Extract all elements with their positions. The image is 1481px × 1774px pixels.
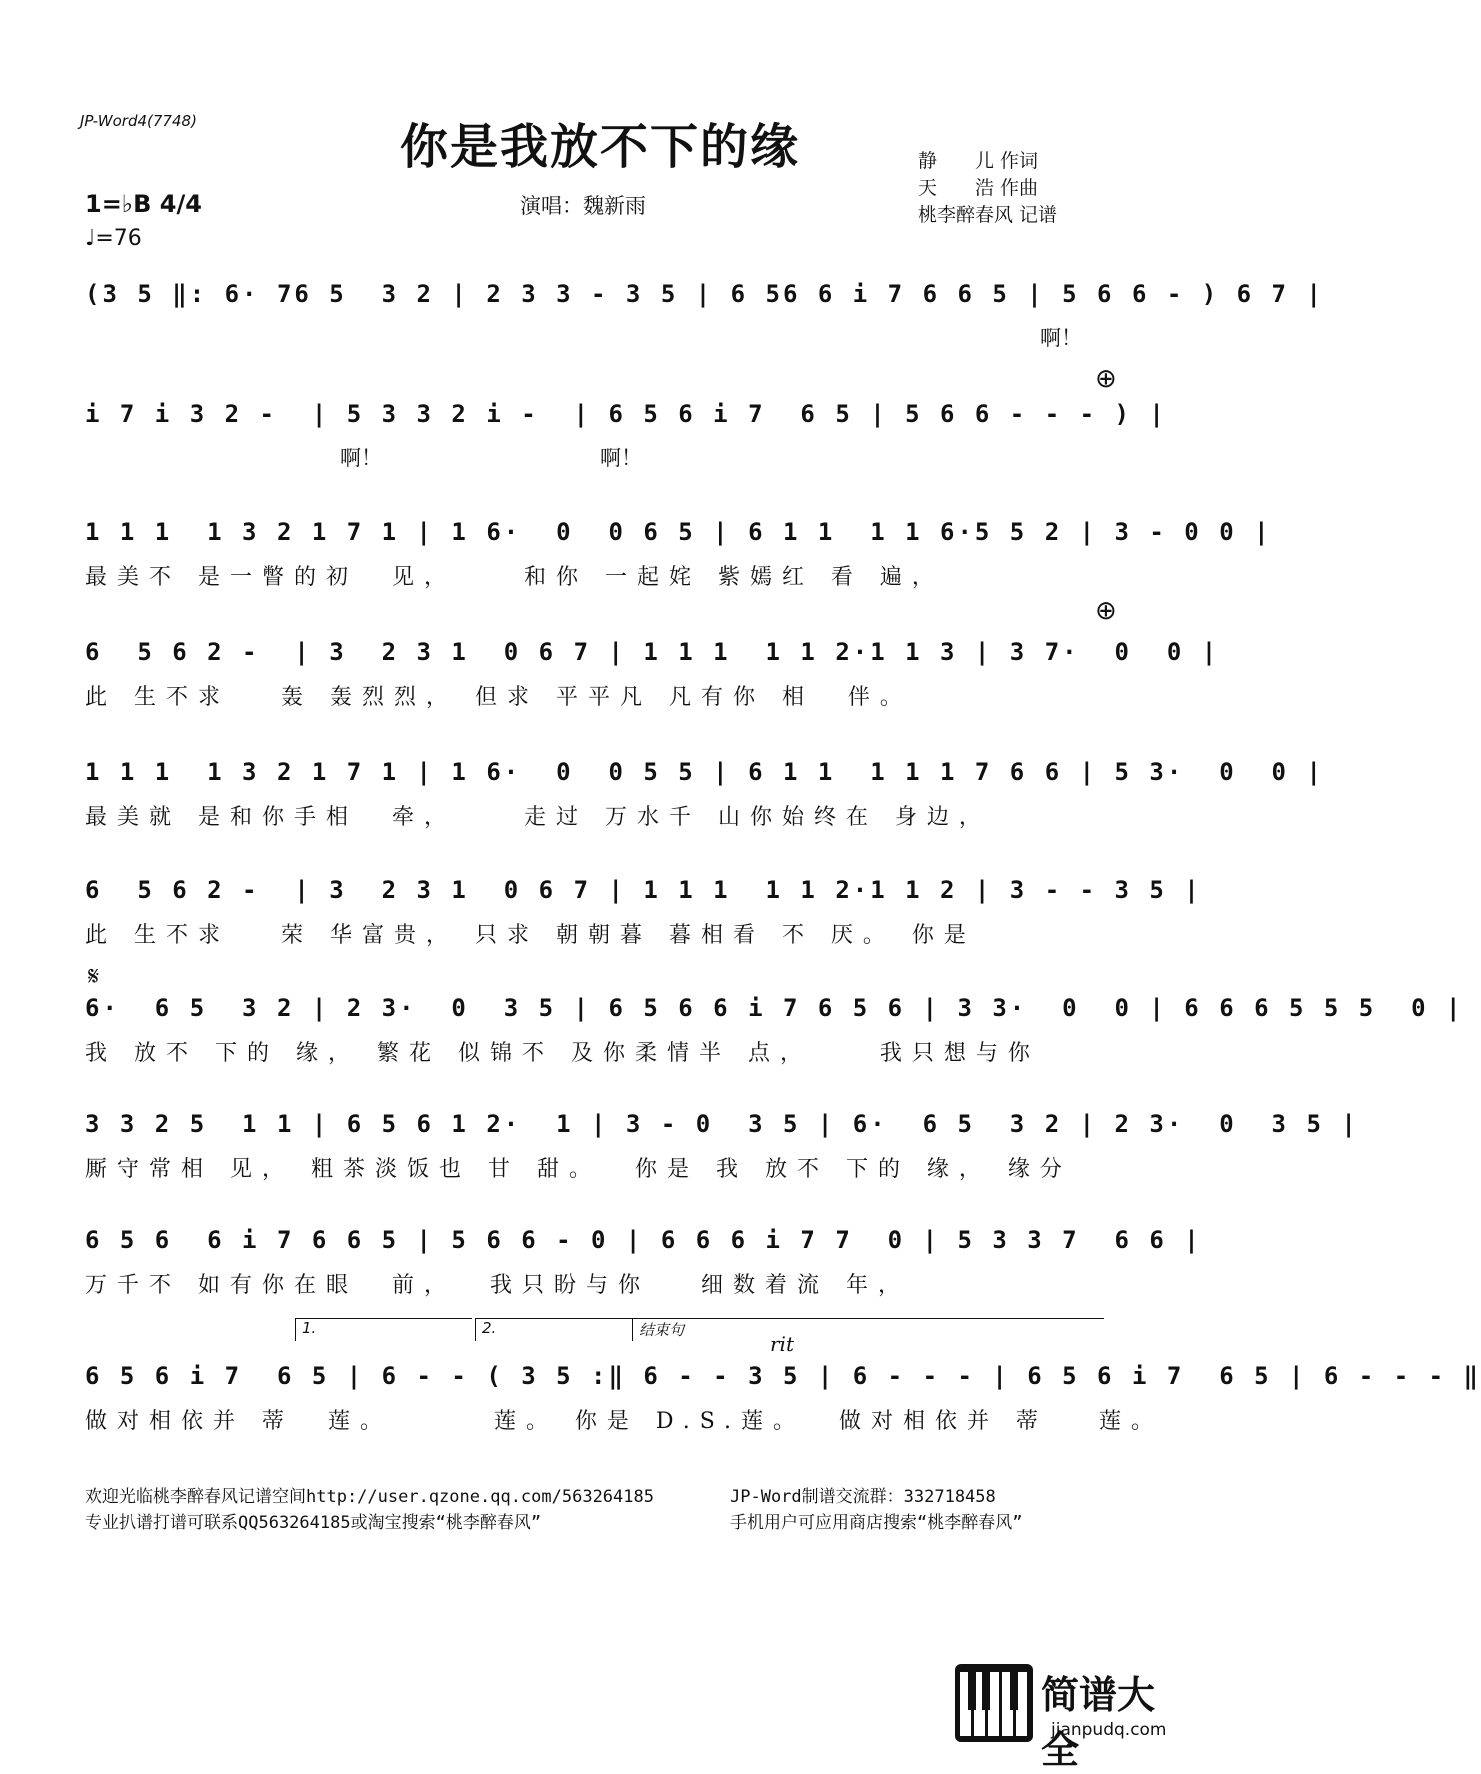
footer-line-1-right: JP-Word制谱交流群：332718458 — [730, 1487, 996, 1507]
software-label: JP-Word4(7748) — [80, 112, 197, 130]
ritardando-mark: rit — [770, 1332, 794, 1356]
score-line-8: 3 3 2 5 1 1 | 6 5 6 1 2· 1 | 3 - 0 3 5 | 6· 6 5 3 2 | 2 3· 0 3 5 | — [85, 1110, 1359, 1138]
lyric-line-6: 此 生不求 荣 华富贵， 只求 朝朝暮 暮相看 不 厌。 你是 — [85, 923, 976, 948]
score-line-6: 6 5 6 2 - | 3 2 3 1 0 6 7 | 1 1 1 1 1 2·1 1 2 | 3 - - 3 5 | — [85, 876, 1202, 904]
transcriber-credit: 桃李醉春风 记谱 — [918, 204, 1058, 226]
lyric-line-3: 最美不 是一瞥的初 见， 和你 一起姹 紫嫣红 看 遍， — [85, 565, 944, 590]
brand-domain: jianpudq.com — [1051, 1720, 1167, 1740]
singer-credit: 演唱：魏新雨 — [520, 194, 646, 218]
segno-sign: 𝄋 — [88, 962, 100, 992]
breath-word: 啊！ — [600, 446, 642, 470]
lyricist-credit: 静 儿 作词 — [918, 150, 1039, 172]
lyric-line-9: 万千不 如有你在眼 前， 我只盼与你 细数着流 年， — [85, 1273, 910, 1298]
lyric-line-5: 最美就 是和你手相 牵， 走过 万水千 山你始终在 身边， — [85, 805, 991, 830]
breath-word: 啊！ — [1040, 326, 1082, 350]
credits — [918, 148, 1057, 229]
score-line-1: (3 5 ‖: 6· 76 5 3 2 | 2 3 3 - 3 5 | 6 56 6 i 7 6 6 5 | 5 6 6 - ) 6 7 | — [85, 280, 1324, 308]
score-line-2: i 7 i 3 2 - | 5 3 3 2 i - | 6 5 6 i 7 6 5 | 5 6 6 - - - ) | — [85, 400, 1167, 428]
volta-first-ending: 1. — [295, 1318, 472, 1341]
ending-phrase-label: 结束句 — [632, 1318, 1104, 1341]
lyric-line-8: 厮守常相 见， 粗茶淡饭也 甘 甜。 你是 我 放不 下的 缘， 缘分 — [85, 1157, 1072, 1182]
coda-sign: ⊕ — [1095, 364, 1117, 394]
score-line-5: 1 1 1 1 3 2 1 7 1 | 1 6· 0 0 5 5 | 6 1 1 1 1 1 7 6 6 | 5 3· 0 0 | — [85, 758, 1324, 786]
coda-sign: ⊕ — [1095, 596, 1117, 626]
footer-line-2-right: 手机用户可应用商店搜索“桃李醉春风” — [730, 1513, 1023, 1533]
footer-line-1-left: 欢迎光临桃李醉春风记谱空间http://user.qzone.qq.com/563264185 — [85, 1487, 654, 1507]
score-line-4: 6 5 6 2 - | 3 2 3 1 0 6 7 | 1 1 1 1 1 2·1 1 3 | 3 7· 0 0 | — [85, 638, 1220, 666]
song-title: 你是我放不下的缘 — [399, 119, 800, 175]
lyric-line-4: 此 生不求 轰 轰烈烈， 但求 平平凡 凡有你 相 伴。 — [85, 685, 912, 710]
tempo-mark: ♩=76 — [85, 226, 142, 251]
score-line-10: 6 5 6 i 7 6 5 | 6 - - ( 3 5 :‖ 6 - - 3 5 | 6 - - - | 6 5 6 i 7 6 5 | 6 - - - ‖ — [85, 1362, 1481, 1390]
score-line-3: 1 1 1 1 3 2 1 7 1 | 1 6· 0 0 6 5 | 6 1 1 1 1 6·5 5 2 | 3 - 0 0 | — [85, 518, 1272, 546]
score-line-7: 6· 6 5 3 2 | 2 3· 0 3 5 | 6 5 6 6 i 7 6 5 6 | 3 3· 0 0 | 6 6 6 5 5 5 0 | — [85, 994, 1464, 1022]
brand-name: 简谱大全 — [1041, 1673, 1156, 1772]
footer-line-2-left: 专业扒谱打谱可联系QQ563264185或淘宝搜索“桃李醉春风” — [85, 1513, 542, 1533]
score-line-9: 6 5 6 6 i 7 6 6 5 | 5 6 6 - 0 | 6 6 6 i 7 7 0 | 5 3 3 7 6 6 | — [85, 1226, 1202, 1254]
lyric-line-10: 做对相依并 蒂 莲。 莲。 你是 D.S.莲。 做对相依并 蒂 莲。 — [85, 1409, 1164, 1434]
piano-icon — [955, 1664, 1033, 1742]
breath-word: 啊！ — [340, 446, 382, 470]
lyric-line-7: 我 放不 下的 缘， 繁花 似锦不 及你柔情半 点， 我只想与你 — [85, 1041, 1040, 1066]
key-signature: 1=♭B 4/4 — [85, 190, 202, 218]
site-logo — [955, 1664, 1180, 1772]
composer-credit: 天 浩 作曲 — [918, 177, 1039, 199]
volta-second-ending: 2. — [475, 1318, 632, 1341]
